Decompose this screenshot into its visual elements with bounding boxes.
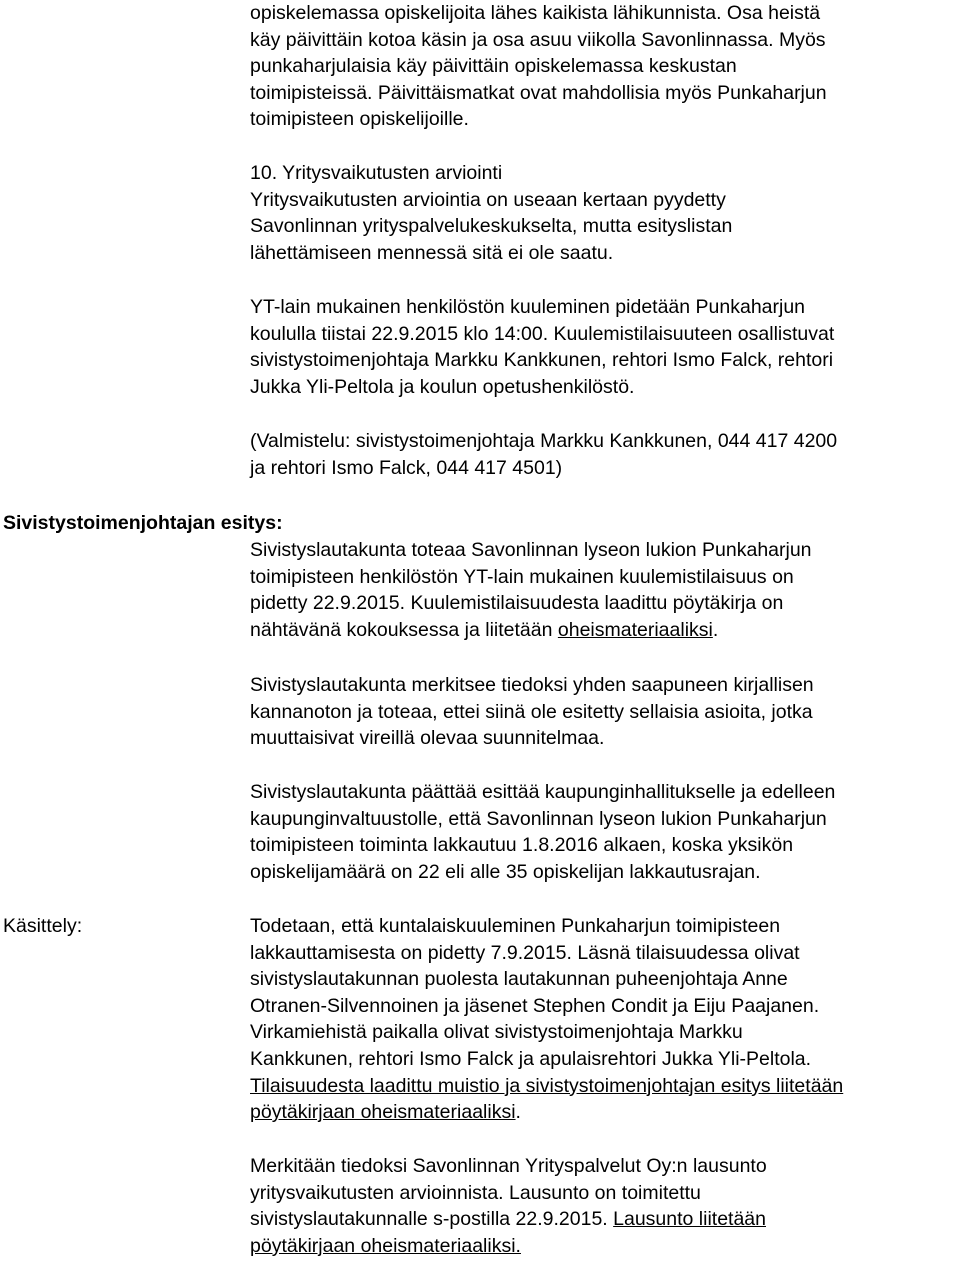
kannanotto-paragraph [250, 672, 958, 752]
text-line: yritysvaikutusten arvioinnista. Lausunto on toimitettu [250, 1181, 701, 1204]
kasittely-label: Käsittely: [3, 915, 83, 937]
text-line: opiskelemassa opiskelijoita lähes kaikista lähikunnista. Osa heistä [250, 2, 821, 24]
text-line: ja rehtori Ismo Falck, 044 417 4501) [250, 456, 563, 479]
valmistelu-paragraph [250, 428, 958, 481]
text-line: (Valmistelu: sivistystoimenjohtaja Markku Kankkunen, 044 417 4200 [250, 430, 838, 452]
statement-attachment-link[interactable]: pöytäkirjaan oheismateriaaliksi. [250, 1234, 521, 1257]
text-line [250, 1206, 958, 1233]
text-line: Yritysvaikutusten arviointia on useaan kertaan pyydetty [250, 188, 726, 211]
text-line: Merkitään tiedoksi Savonlinnan Yrityspalvelut Oy:n lausunto [250, 1155, 767, 1177]
text-line: Jukka Yli-Peltola ja koulun opetushenkilöstö. [250, 375, 635, 398]
yt-paragraph [250, 294, 958, 400]
esitys-heading-label: Sivistystoimenjohtajan esitys: [3, 512, 283, 534]
kasittely-paragraph [250, 913, 958, 1126]
text-line: toimipisteen opiskelijoille. [250, 108, 469, 131]
intro-paragraph [250, 0, 958, 133]
text-line: käy päivittäin kotoa käsin ja osa asuu viikolla Savonlinnassa. Myös [250, 28, 826, 51]
text-line [250, 617, 958, 644]
statement-attachment-link[interactable]: Lausunto liitetään [613, 1208, 766, 1231]
text-line: toimipisteen henkilöstön YT-lain mukainen kuulemistilaisuus on [250, 565, 794, 588]
text-line: koululla tiistai 22.9.2015 klo 14:00. Kuulemistilaisuuteen osallistuvat [250, 322, 835, 345]
text-line [250, 1073, 958, 1100]
section-10-paragraph [250, 160, 958, 266]
text-line: kannanoton ja toteaa, ettei siinä ole esitetty sellaisia asioita, jotka [250, 700, 813, 723]
text-line: pidetty 22.9.2015. Kuulemistilaisuudesta laadittu pöytäkirja on [250, 592, 784, 615]
text-line: punkaharjulaisia käy päivittäin opiskelemassa keskustan [250, 55, 737, 78]
text-line: Sivistyslautakunta päättää esittää kaupunginhallitukselle ja edelleen [250, 781, 836, 803]
text-line: Otranen-Silvennoinen ja jäsenet Stephen Condit ja Eiju Paajanen. [250, 994, 820, 1017]
text-line: opiskelijamäärä on 22 eli alle 35 opiskelijan lakkautusrajan. [250, 860, 761, 883]
text-line: lakkauttamisesta on pidetty 7.9.2015. Läsnä tilaisuudessa olivat [250, 941, 800, 964]
text-line: Sivistyslautakunta toteaa Savonlinnan lyseon lukion Punkaharjun [250, 539, 812, 561]
text-line [250, 1099, 958, 1126]
text-line: YT-lain mukainen henkilöstön kuuleminen pidetään Punkaharjun [250, 296, 806, 318]
lausunto-paragraph [250, 1153, 958, 1259]
text-line: Sivistyslautakunta merkitsee tiedoksi yhden saapuneen kirjallisen [250, 674, 814, 696]
text-fragment: . [712, 618, 719, 641]
esitys-paragraph [250, 537, 958, 643]
text-line: muuttaisivat vireillä olevaa suunnitelmaa. [250, 727, 605, 750]
text-fragment: . [515, 1101, 521, 1124]
text-line: Todetaan, että kuntalaiskuuleminen Punkaharjun toimipisteen [250, 915, 781, 937]
text-line [250, 1233, 958, 1260]
text-line: toimipisteen toiminta lakkautuu 1.8.2016 alkaen, koska yksikön [250, 834, 794, 857]
text-line: Kankkunen, rehtori Ismo Falck ja apulaisrehtori Jukka Yli-Peltola. [250, 1047, 812, 1070]
text-line: lähettämiseen mennessä sitä ei ole saatu. [250, 241, 614, 264]
text-line: sivistyslautakunnan puolesta lautakunnan puheenjohtaja Anne [250, 968, 788, 991]
text-line: kaupunginvaltuustolle, että Savonlinnan lyseon lukion Punkaharjun [250, 807, 827, 830]
paatos-paragraph [250, 779, 958, 885]
text-fragment: sivistyslautakunnalle s-postilla 22.9.2015. [250, 1208, 614, 1231]
memo-attachment-link[interactable]: pöytäkirjaan oheismateriaaliksi [250, 1101, 516, 1124]
text-line: Savonlinnan yrityspalvelukeskukselta, mutta esityslistan [250, 215, 733, 238]
text-fragment: nähtävänä kokouksessa ja liitetään [250, 618, 558, 641]
attachment-link[interactable]: oheismateriaaliksi [557, 618, 713, 641]
text-line: Virkamiehistä paikalla olivat sivistystoimenjohtaja Markku [250, 1021, 743, 1044]
memo-attachment-link[interactable]: Tilaisuudesta laadittu muistio ja sivistystoimenjohtajan esitys liitetään [250, 1074, 844, 1097]
text-line: toimipisteissä. Päivittäismatkat ovat mahdollisia myös Punkaharjun [250, 81, 827, 104]
text-line: sivistystoimenjohtaja Markku Kankkunen, rehtori Ismo Falck, rehtori [250, 349, 834, 372]
section-heading: 10. Yritysvaikutusten arviointi [250, 162, 503, 184]
